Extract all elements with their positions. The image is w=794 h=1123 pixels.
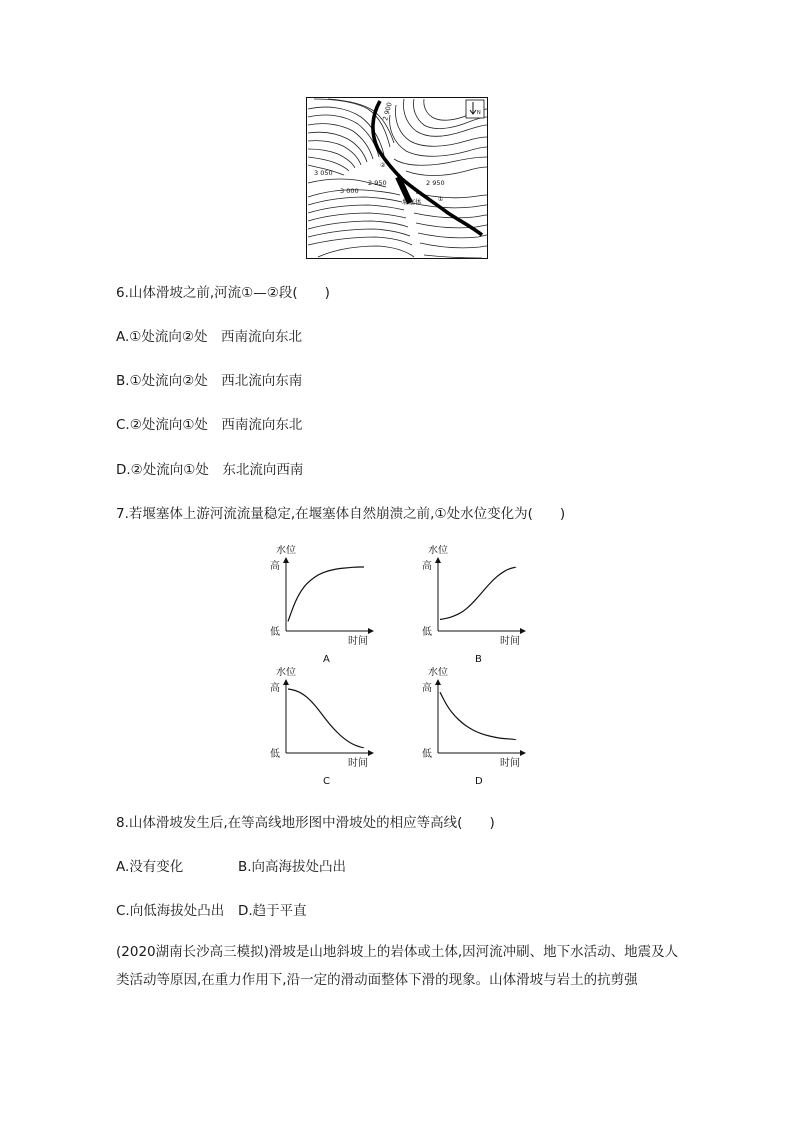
chart-title: C	[323, 776, 330, 787]
label-2900: 2 900	[381, 101, 394, 122]
q6-option-d[interactable]: D.②处流向①处 东北流向西南	[116, 462, 304, 478]
chart-title: B	[475, 654, 482, 665]
water-level-chart-d[interactable]	[420, 667, 530, 789]
series-line	[288, 689, 364, 748]
series-line	[288, 567, 364, 621]
chart-title: A	[323, 654, 330, 665]
x-axis-arrow	[520, 628, 526, 634]
y-high-label: 高	[270, 561, 280, 572]
label-dam: 堰塞体	[402, 198, 422, 206]
q6-option-a[interactable]: A.①处流向②处 西南流向东北	[116, 329, 302, 345]
y-high-label: 高	[270, 683, 280, 694]
water-level-chart-a[interactable]	[268, 545, 378, 667]
contour-map	[306, 97, 488, 259]
q8-options-row-1	[116, 857, 346, 877]
q8-options-row-2	[116, 901, 307, 921]
y-axis-arrow	[435, 679, 441, 685]
water-level-chart-c[interactable]	[268, 667, 378, 789]
y-low-label: 低	[422, 749, 432, 760]
q6-option-c[interactable]: C.②处流向①处 西南流向东北	[116, 417, 303, 433]
y-axis-arrow	[283, 557, 289, 563]
x-axis-arrow	[368, 628, 374, 634]
passage-text: (2020湖南长沙高三模拟)滑坡是山地斜坡上的岩体或土体,因河流冲刷、地下水活动、地震及人类活动等原因,在重力作用下,沿一定的滑动面整体下滑的现象。山体滑坡与岩土的抗剪强	[116, 944, 679, 988]
y-axis-arrow	[283, 679, 289, 685]
label-3000: 3 000	[340, 187, 359, 195]
y-axis-label: 水位	[428, 545, 448, 556]
y-low-label: 低	[422, 627, 432, 638]
q6-stem: 6.山体滑坡之前,河流①—②段( )	[116, 285, 330, 301]
series-line	[440, 567, 516, 620]
series-line	[440, 692, 516, 739]
x-axis-label: 时间	[500, 758, 520, 769]
label-point-2: ②	[380, 162, 386, 169]
q7-stem: 7.若堰塞体上游河流流量稳定,在堰塞体自然崩溃之前,①处水位变化为( )	[116, 506, 566, 522]
y-axis-label: 水位	[276, 667, 296, 678]
label-point-1: ①	[438, 196, 444, 203]
q8-option-d[interactable]: D.趋于平直	[238, 903, 307, 919]
y-high-label: 高	[422, 561, 432, 572]
y-low-label: 低	[270, 749, 280, 760]
label-2950-right: 2 950	[426, 179, 445, 187]
north-label: N	[477, 110, 481, 116]
x-axis-arrow	[520, 750, 526, 756]
y-axis-label: 水位	[276, 545, 296, 556]
label-3050: 3 050	[314, 169, 333, 177]
q8-stem: 8.山体滑坡发生后,在等高线地形图中滑坡处的相应等高线( )	[116, 815, 495, 831]
q8-option-a[interactable]: A.没有变化	[116, 859, 184, 875]
x-axis-arrow	[368, 750, 374, 756]
x-axis-label: 时间	[348, 758, 368, 769]
x-axis-label: 时间	[500, 636, 520, 647]
chart-title: D	[475, 776, 483, 787]
y-low-label: 低	[270, 627, 280, 638]
y-axis-arrow	[435, 557, 441, 563]
water-level-chart-b[interactable]	[420, 545, 530, 667]
q8-option-b[interactable]: B.向高海拔处凸出	[238, 859, 347, 875]
y-axis-label: 水位	[428, 667, 448, 678]
q6-option-b[interactable]: B.①处流向②处 西北流向东南	[116, 373, 303, 389]
y-high-label: 高	[422, 683, 432, 694]
x-axis-label: 时间	[348, 636, 368, 647]
q8-option-c[interactable]: C.向低海拔处凸出	[116, 903, 225, 919]
label-2950-left: 2 950	[368, 179, 387, 187]
